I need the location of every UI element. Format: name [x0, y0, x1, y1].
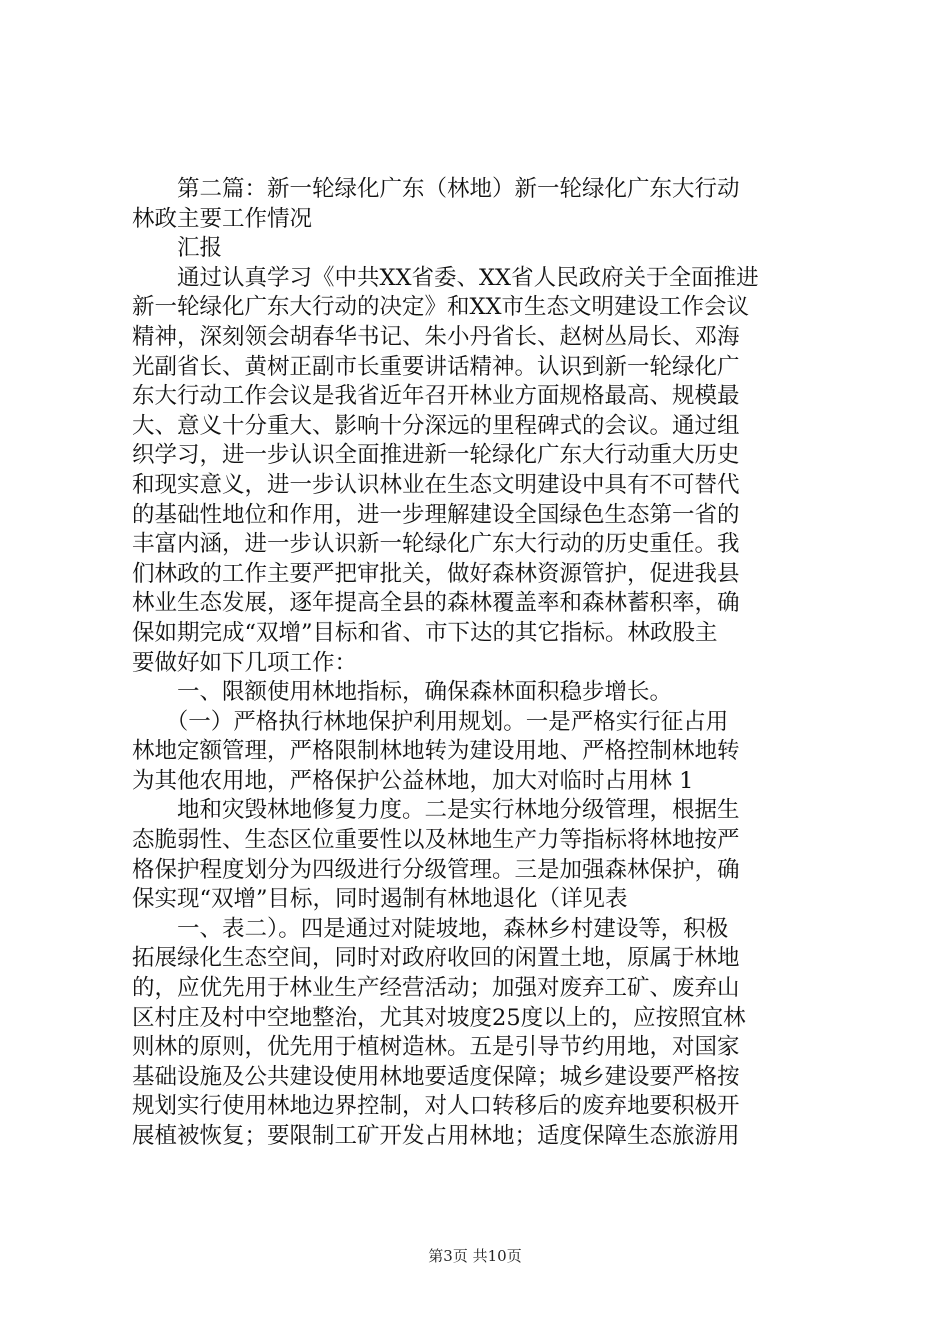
page-footer: 第3页 共10页	[428, 1247, 522, 1265]
document-body	[132, 175, 832, 1152]
text-line: 一、表二）。四是通过对陡坡地，森林乡村建设等，积极	[132, 915, 729, 942]
text-line: （一）严格执行林地保护利用规划。一是严格实行征占用	[132, 708, 729, 735]
text-line: 林政主要工作情况	[132, 205, 313, 232]
text-line: 要做好如下几项工作：	[132, 649, 358, 676]
text-line: 为其他农用地，严格保护公益林地，加大对临时占用林 1	[132, 767, 694, 794]
text-line: 保如期完成“双增”目标和省、市下达的其它指标。林政股主	[132, 619, 718, 646]
text-line: 的基础性地位和作用，进一步理解建设全国绿色生态第一省的	[132, 501, 740, 528]
text-line: 保实现“双增”目标，同时遏制有林地退化（详见表	[132, 886, 628, 913]
text-line: 地和灾毁林地修复力度。二是实行林地分级管理，根据生	[132, 797, 740, 824]
text-line: 态脆弱性、生态区位重要性以及林地生产力等指标将林地按严	[132, 827, 740, 854]
text-line: 第二篇：新一轮绿化广东（林地）新一轮绿化广东大行动	[132, 176, 740, 202]
text-line: 拓展绿化生态空间，同时对政府收回的闲置土地，原属于林地	[132, 945, 740, 972]
text-line: 光副省长、黄树正副市长重要讲话精神。认识到新一轮绿化广	[132, 353, 740, 380]
text-line: 林业生态发展，逐年提高全县的森林覆盖率和森林蓄积率，确	[132, 590, 740, 617]
text-line: 一、限额使用林地指标，确保森林面积稳步增长。	[132, 679, 673, 706]
text-line: 格保护程度划分为四级进行分级管理。三是加强森林保护，确	[132, 856, 740, 883]
text-line: 基础设施及公共建设使用林地要适度保障；城乡建设要严格按	[132, 1063, 740, 1090]
text-line: 和现实意义，进一步认识林业在生态文明建设中具有不可替代	[132, 471, 740, 498]
text-line: 大、意义十分重大、影响十分深远的里程碑式的会议。通过组	[132, 412, 740, 439]
text-line: 则林的原则，优先用于植树造林。五是引导节约用地，对国家	[132, 1034, 740, 1061]
text-line: 东大行动工作会议是我省近年召开林业方面规格最高、规模最	[132, 383, 740, 410]
text-line: 的，应优先用于林业生产经营活动；加强对废弃工矿、废弃山	[132, 975, 740, 1002]
text-line: 们林政的工作主要严把审批关，做好森林资源管护，促进我县	[132, 560, 740, 587]
text-line: 织学习，进一步认识全面推进新一轮绿化广东大行动重大历史	[132, 442, 740, 469]
text-line: 汇报	[132, 235, 223, 262]
text-line: 规划实行使用林地边界控制，对人口转移后的废弃地要积极开	[132, 1093, 740, 1120]
text-line: 通过认真学习《中共XX省委、XX省人民政府关于全面推进	[132, 264, 759, 291]
text-line: 区村庄及村中空地整治，尤其对坡度25度以上的，应按照宜林	[132, 1004, 746, 1031]
text-line: 丰富内涵，进一步认识新一轮绿化广东大行动的历史重任。我	[132, 531, 740, 558]
text-line: 展植被恢复；要限制工矿开发占用林地；适度保障生态旅游用	[132, 1123, 740, 1149]
text-line: 林地定额管理，严格限制林地转为建设用地、严格控制林地转	[132, 738, 740, 765]
text-line: 新一轮绿化广东大行动的决定》和XX市生态文明建设工作会议	[132, 294, 750, 321]
text-line: 精神，深刻领会胡春华书记、朱小丹省长、赵树丛局长、邓海	[132, 323, 740, 350]
